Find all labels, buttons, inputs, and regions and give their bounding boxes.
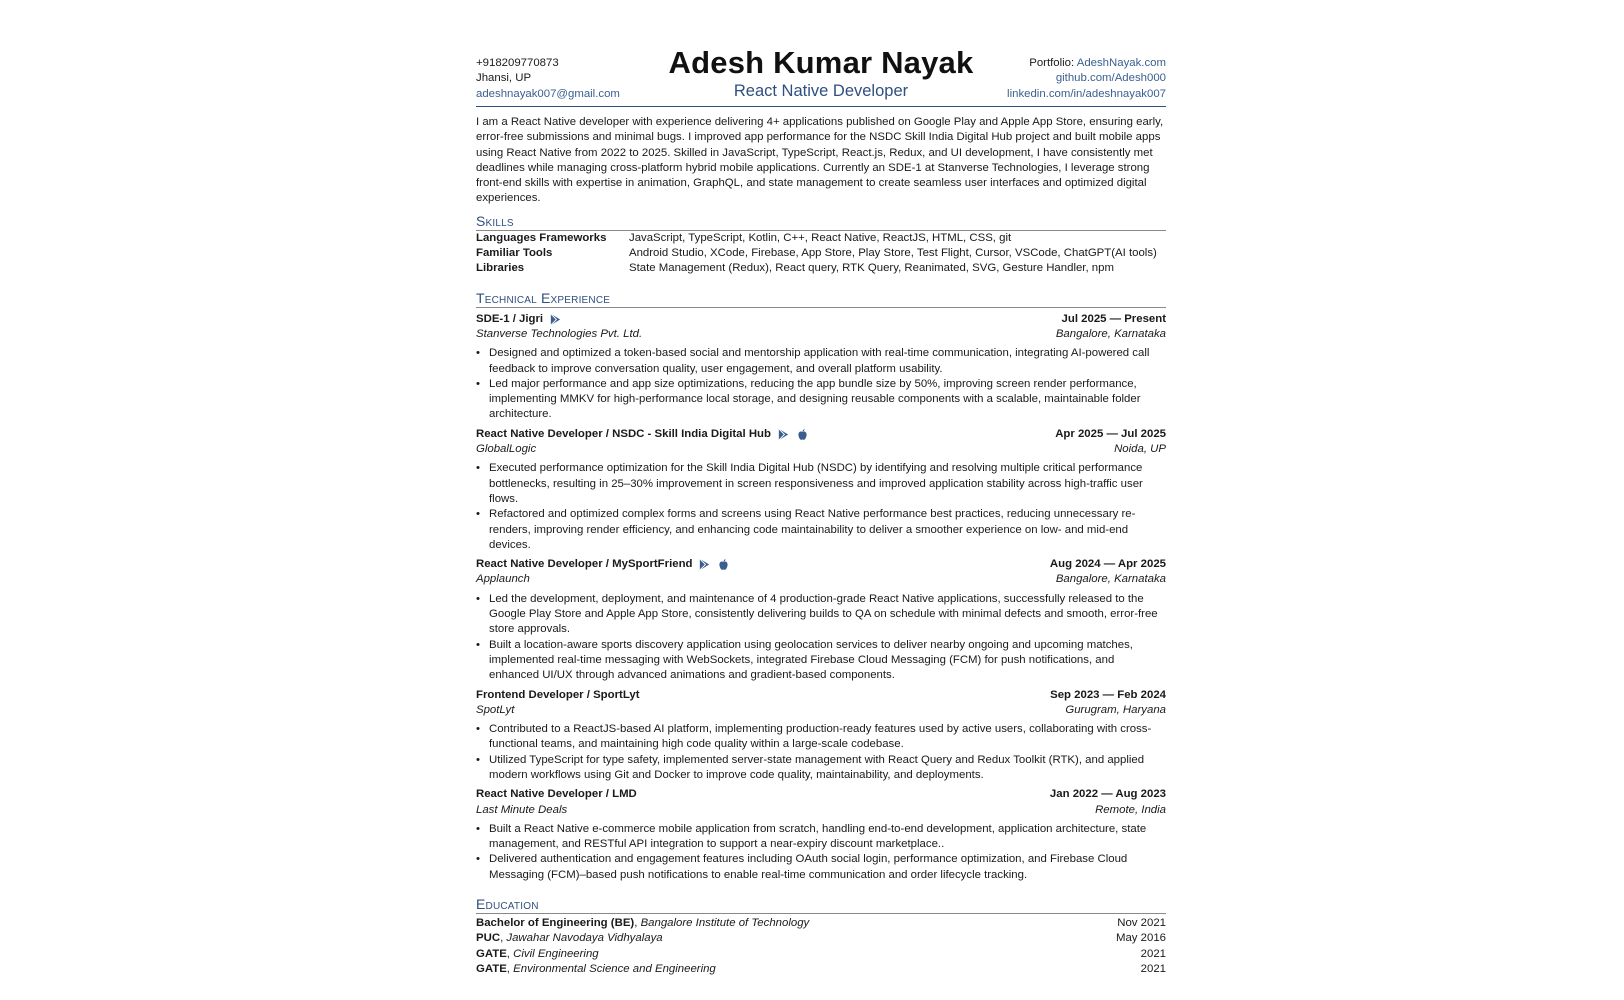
edu-degree: Bachelor of Engineering (BE)	[476, 917, 635, 930]
edu-date: 2021	[1140, 962, 1166, 975]
job-company: Stanverse Technologies Pvt. Ltd.	[476, 327, 643, 340]
job-company: Applaunch	[476, 573, 530, 586]
header-divider	[476, 106, 1166, 107]
job-title	[476, 688, 640, 703]
job-entry	[476, 427, 1166, 553]
education-row: PUC, Jawahar Navodaya Vidhyalaya May 2016	[476, 931, 1166, 946]
edu-date: Nov 2021	[1117, 917, 1166, 930]
bullet-item: • Designed and optimized a token-based social and mentorship application with real-time communication, integrating AI-powered call feedback to improve conversation quality, user engagement, and overall platform usability.	[489, 346, 1166, 377]
education-row: GATE, Civil Engineering 2021	[476, 947, 1166, 962]
edu-degree: PUC	[476, 932, 501, 945]
resume-page	[476, 44, 1166, 977]
candidate-name: Adesh Kumar Nayak	[668, 45, 974, 80]
edu-institution: Bangalore Institute of Technology	[640, 917, 810, 930]
job-location: Bangalore, Karnataka	[1055, 327, 1166, 340]
email-link[interactable]: adeshnayak007@gmail.com	[476, 87, 620, 100]
job-bullets	[476, 592, 1166, 684]
job-dates: Jul 2025 — Present	[1061, 312, 1166, 325]
job-title	[476, 557, 730, 572]
job-company: SpotLyt	[476, 703, 515, 716]
phone-number: +918209770873	[476, 57, 559, 69]
job-company: GlobalLogic	[476, 443, 537, 456]
job-location: Gurugram, Haryana	[1065, 703, 1166, 716]
candidate-role: React Native Developer	[733, 82, 909, 100]
skills-table	[476, 231, 1166, 277]
job-title-text: SDE-1 / Jigri	[476, 312, 544, 325]
portfolio-label: Portfolio:	[1029, 57, 1075, 69]
location: Jhansi, UP	[476, 72, 532, 85]
bullet-item: • Led major performance and app size optimizations, reducing the app bundle size by 50%, improving screen render performance, implementing MMKV for high-performance local storage, and designing reusable components with a scalable, maintainable folder architecture.	[489, 377, 1166, 423]
edu-institution: Jawahar Navodaya Vidhyalaya	[506, 932, 663, 945]
job-title-text: React Native Developer / NSDC - Skill India Digital Hub	[476, 427, 771, 440]
job-entry	[476, 688, 1166, 784]
skills-row	[476, 261, 1166, 276]
job-bullets	[476, 822, 1166, 883]
github-link[interactable]: github.com/Adesh000	[1055, 72, 1166, 85]
edu-institution: Civil Engineering	[513, 947, 599, 960]
bullet-item: • Refactored and optimized complex forms and screens using React Native performance best practices, reducing unnecessary re-renders, improving render efficiency, and enhancing code maintainability to deliver a smoother experience on low- and mid-end devices.	[489, 507, 1166, 553]
play-store-icon[interactable]	[698, 558, 711, 571]
bullet-item: • Delivered authentication and engagement features including OAuth social login, performance optimization, and Firebase Cloud Messaging (FCM)–based push notifications to enable real-time communication and order lifecycle tracking.	[489, 852, 1166, 883]
bullet-item: • Contributed to a ReactJS-based AI platform, implementing production-ready features used by active users, collaborating with cross-functional teams, and maintaining high code quality within a large-scale codebase.	[489, 722, 1166, 753]
bullet-item: • Built a React Native e-commerce mobile application from scratch, handling end-to-end development, application architecture, state management, and RESTful API integration to support a near-expiry discount marketplace..	[489, 822, 1166, 853]
job-location: Noida, UP	[1114, 443, 1166, 456]
summary-paragraph: I am a React Native developer with experience delivering 4+ applications published on Google Play and Apple App Store, ensuring early, error-free submissions and minimal bugs. I improved app performance for the NSDC Skill India Digital Hub project and built mobile apps using React Native from 2022 to 2025. Skilled in JavaScript, TypeScript, React.js, Redux, and UI development, I have consistently met deadlines while managing cross-platform hybrid mobile applications. Currently an SDE-1 at Stanverse Technologies, I leverage strong front-end skills with expertise in animation, GraphQL, and state management to create seamless user interfaces and optimized digital experiences.	[476, 116, 1164, 205]
skills-value: Android Studio, XCode, Firebase, App Store, Play Store, Test Flight, Cursor, VSCode, ChatGPT(AI tools)	[629, 247, 1157, 260]
job-dates: Jan 2022 — Aug 2023	[1049, 788, 1166, 801]
edu-date: 2021	[1140, 947, 1166, 960]
resume-header	[476, 44, 1166, 102]
job-dates: Sep 2023 — Feb 2024	[1050, 688, 1166, 701]
apple-icon[interactable]	[796, 428, 809, 441]
education-section-title: Education	[476, 895, 1166, 914]
play-store-icon[interactable]	[549, 313, 562, 326]
job-title	[476, 427, 809, 442]
job-entry	[476, 787, 1166, 883]
skills-row	[476, 246, 1166, 261]
education-row: GATE, Environmental Science and Engineering 2021	[476, 962, 1166, 977]
job-title	[476, 312, 562, 327]
job-title-text: Frontend Developer / SportLyt	[476, 688, 640, 701]
job-entry	[476, 557, 1166, 683]
bullet-item: • Executed performance optimization for the Skill India Digital Hub (NSDC) by identifying and resolving multiple critical performance bottlenecks, resulting in 25–30% improvement in screen responsiveness and improved application stability across high-traffic user flows.	[489, 461, 1166, 507]
portfolio-link[interactable]: AdeshNayak.com	[1076, 57, 1166, 69]
job-title-text: React Native Developer / LMD	[476, 788, 637, 801]
skills-section-title: Skills	[476, 212, 1166, 231]
contact-right	[1007, 56, 1166, 102]
play-store-icon[interactable]	[777, 428, 790, 441]
bullet-item: • Built a location-aware sports discovery application using geolocation services to deliver nearby ongoing and upcoming matches, implemented real-time messaging with WebSockets, integrated Firebase Cloud Messaging (FCM) for push notifications, and enhanced UI/UX through advanced animations and gradient-based components.	[489, 638, 1166, 684]
job-bullets	[476, 346, 1166, 422]
job-entry	[476, 312, 1166, 423]
skills-key: Libraries	[476, 262, 525, 275]
experience-section-title: Technical Experience	[476, 289, 1166, 308]
bullet-item: • Led the development, deployment, and maintenance of 4 production-grade React Native applications, successfully released to the Google Play Store and Apple App Store, consistently delivering builds to QA on schedule with minimal defects and smooth, error-free store approvals.	[489, 592, 1166, 638]
bullet-item: • Utilized TypeScript for type safety, implemented server-state management with React Query and Redux Toolkit (RTK), and applied modern workflows using Git and Docker to improve code quality, maintainability, and deployments.	[489, 753, 1166, 784]
job-title	[476, 787, 637, 802]
edu-degree: GATE	[476, 947, 507, 960]
education-list	[476, 916, 1166, 977]
job-location: Remote, India	[1095, 803, 1166, 816]
skills-value: JavaScript, TypeScript, Kotlin, C++, React Native, ReactJS, HTML, CSS, git	[629, 231, 1012, 244]
job-dates: Aug 2024 — Apr 2025	[1049, 558, 1166, 571]
job-title-text: React Native Developer / MySportFriend	[476, 558, 693, 571]
job-bullets	[476, 722, 1166, 783]
skills-key: Languages Frameworks	[476, 231, 607, 244]
edu-date: May 2016	[1115, 932, 1166, 945]
job-bullets	[476, 461, 1166, 553]
skills-value: State Management (Redux), React query, RTK Query, Reanimated, SVG, Gesture Handler, npm	[629, 262, 1114, 275]
edu-degree: GATE	[476, 962, 507, 975]
skills-key: Familiar Tools	[476, 247, 553, 260]
linkedin-link[interactable]: linkedin.com/in/adeshnayak007	[1007, 87, 1166, 100]
job-dates: Apr 2025 — Jul 2025	[1055, 427, 1166, 440]
apple-icon[interactable]	[717, 558, 730, 571]
job-company: Last Minute Deals	[476, 803, 568, 816]
edu-institution: Environmental Science and Engineering	[513, 962, 716, 975]
job-location: Bangalore, Karnataka	[1055, 573, 1166, 586]
skills-row	[476, 231, 1166, 246]
education-row: Bachelor of Engineering (BE), Bangalore Institute of Technology Nov 2021	[476, 916, 1166, 931]
